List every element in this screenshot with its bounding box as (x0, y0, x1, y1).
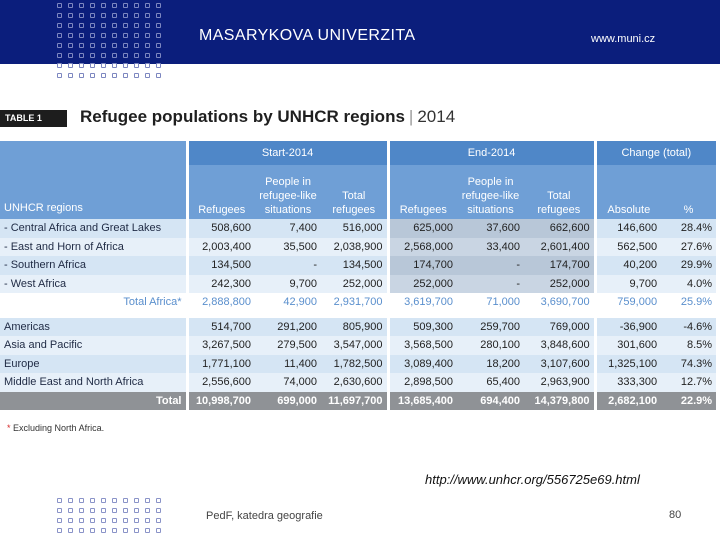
row-label: - East and Horn of Africa (0, 238, 187, 257)
col-header: People in refugee-like situations (255, 165, 321, 219)
decorative-dot-grid (57, 498, 167, 538)
table-cell: 14,379,800 (524, 392, 595, 411)
decorative-dot-grid (57, 3, 167, 83)
table-cell: 42,900 (255, 293, 321, 312)
table-cell: 252,000 (388, 275, 457, 294)
table-cell: 10,998,700 (187, 392, 255, 411)
dot (156, 23, 161, 28)
dot (123, 508, 128, 513)
table-cell: 174,700 (524, 256, 595, 275)
dot (145, 508, 150, 513)
table-cell: 516,000 (321, 219, 388, 238)
row-label: - Southern Africa (0, 256, 187, 275)
dot (79, 528, 84, 533)
table-cell: 280,100 (457, 336, 524, 355)
table-cell: 2,601,400 (524, 238, 595, 257)
footer-department: PedF, katedra geografie (206, 510, 323, 522)
dot (123, 43, 128, 48)
table-cell: 22.9% (661, 392, 716, 411)
dot (156, 518, 161, 523)
dot (68, 73, 73, 78)
dot (90, 528, 95, 533)
dot (68, 13, 73, 18)
dot (101, 73, 106, 78)
col-header: People in refugee-like situations (457, 165, 524, 219)
dot (145, 63, 150, 68)
dot (68, 518, 73, 523)
table-cell: 508,600 (187, 219, 255, 238)
dot (123, 53, 128, 58)
table-cell: 37,600 (457, 219, 524, 238)
dot (112, 498, 117, 503)
table-cell: 7,400 (255, 219, 321, 238)
table-cell: - (457, 275, 524, 294)
dot (57, 528, 62, 533)
table-body (0, 219, 716, 410)
dot (68, 508, 73, 513)
group-header-change: Change (total) (595, 141, 716, 165)
dot (134, 43, 139, 48)
dot (112, 13, 117, 18)
dot (90, 53, 95, 58)
table-cell: 3,547,000 (321, 336, 388, 355)
table-cell: 134,500 (187, 256, 255, 275)
group-header-start: Start-2014 (187, 141, 388, 165)
dot (156, 43, 161, 48)
dot (123, 33, 128, 38)
table-cell: 699,000 (255, 392, 321, 411)
dot (145, 528, 150, 533)
table-title-text: Refugee populations by UNHCR regions (80, 107, 405, 126)
table-cell: 2,898,500 (388, 373, 457, 392)
table-cell: 2,003,400 (187, 238, 255, 257)
table-cell: 2,568,000 (388, 238, 457, 257)
table-cell: 13,685,400 (388, 392, 457, 411)
dot (145, 53, 150, 58)
dot (156, 498, 161, 503)
table-cell: 3,089,400 (388, 355, 457, 374)
table-cell: 769,000 (524, 318, 595, 337)
dot (112, 63, 117, 68)
dot (134, 518, 139, 523)
dot (68, 53, 73, 58)
row-label: Middle East and North Africa (0, 373, 187, 392)
table-cell: -36,900 (595, 318, 661, 337)
dot (112, 33, 117, 38)
dot (101, 63, 106, 68)
row-label: - West Africa (0, 275, 187, 294)
group-header-end: End-2014 (388, 141, 595, 165)
table-cell: 18,200 (457, 355, 524, 374)
table-cell: 35,500 (255, 238, 321, 257)
dot (57, 3, 62, 8)
dot (123, 498, 128, 503)
dot (101, 3, 106, 8)
table-title-year: 2014 (417, 107, 456, 126)
table-cell: - (457, 256, 524, 275)
dot (68, 33, 73, 38)
dot (68, 23, 73, 28)
table-cell: 625,000 (388, 219, 457, 238)
dot (112, 73, 117, 78)
dot (57, 508, 62, 513)
table-tag: TABLE 1 (0, 110, 67, 127)
dot (112, 518, 117, 523)
dot (90, 3, 95, 8)
dot (134, 23, 139, 28)
dot (79, 508, 84, 513)
table-row (0, 355, 716, 374)
dot (123, 518, 128, 523)
dot (101, 498, 106, 503)
table-cell: 2,888,800 (187, 293, 255, 312)
dot (134, 53, 139, 58)
dot (156, 73, 161, 78)
table-cell: 279,500 (255, 336, 321, 355)
footnote (7, 423, 104, 433)
dot (90, 518, 95, 523)
table-cell: 2,038,900 (321, 238, 388, 257)
dot (112, 23, 117, 28)
footnote-mark: * (7, 423, 11, 433)
dot (145, 43, 150, 48)
table-cell: 3,267,500 (187, 336, 255, 355)
dot (156, 508, 161, 513)
dot (134, 3, 139, 8)
table-cell: 2,931,700 (321, 293, 388, 312)
table-cell: 174,700 (388, 256, 457, 275)
table-cell: 694,400 (457, 392, 524, 411)
dot (57, 23, 62, 28)
table-cell: 2,556,600 (187, 373, 255, 392)
table-cell: 291,200 (255, 318, 321, 337)
table-cell: 562,500 (595, 238, 661, 257)
dot (57, 518, 62, 523)
header-bar (0, 0, 720, 64)
dot (145, 498, 150, 503)
dot (79, 63, 84, 68)
table-cell: 25.9% (661, 293, 716, 312)
table-cell: 74,000 (255, 373, 321, 392)
table-cell: 9,700 (595, 275, 661, 294)
dot (90, 13, 95, 18)
dot (112, 53, 117, 58)
table-cell: 252,000 (321, 275, 388, 294)
table-figure (0, 107, 719, 440)
dot (90, 43, 95, 48)
dot (57, 63, 62, 68)
university-name: MASARYKOVA UNIVERZITA (199, 27, 416, 44)
table-cell: 146,600 (595, 219, 661, 238)
table-cell: 28.4% (661, 219, 716, 238)
dot (79, 23, 84, 28)
table-cell: 3,107,600 (524, 355, 595, 374)
table-cell: 33,400 (457, 238, 524, 257)
website-link[interactable]: www.muni.cz (591, 33, 656, 45)
dot (134, 13, 139, 18)
dot (57, 43, 62, 48)
dot (134, 73, 139, 78)
dot (145, 23, 150, 28)
col-header: Total refugees (524, 165, 595, 219)
table-cell: 3,619,700 (388, 293, 457, 312)
table-row (0, 373, 716, 392)
dot (57, 498, 62, 503)
title-separator: | (408, 107, 414, 126)
table-cell: 3,848,600 (524, 336, 595, 355)
table-row (0, 293, 716, 312)
table-cell: 301,600 (595, 336, 661, 355)
col-header: Refugees (187, 165, 255, 219)
table-cell: 252,000 (524, 275, 595, 294)
dot (57, 33, 62, 38)
dot (123, 23, 128, 28)
row-label: Europe (0, 355, 187, 374)
dot (101, 13, 106, 18)
refugee-table (0, 141, 716, 410)
dot (156, 13, 161, 18)
table-title (80, 107, 455, 127)
dot (156, 63, 161, 68)
table-cell: 11,697,700 (321, 392, 388, 411)
col-header-regions: UNHCR regions (0, 141, 187, 219)
table-cell: 11,400 (255, 355, 321, 374)
dot (79, 53, 84, 58)
table-cell: 805,900 (321, 318, 388, 337)
dot (134, 508, 139, 513)
dot (68, 528, 73, 533)
table-cell: 662,600 (524, 219, 595, 238)
dot (123, 63, 128, 68)
table-cell: 4.0% (661, 275, 716, 294)
dot (145, 33, 150, 38)
table-cell: 242,300 (187, 275, 255, 294)
dot (101, 43, 106, 48)
col-header: % (661, 165, 716, 219)
dot (145, 518, 150, 523)
dot (112, 528, 117, 533)
table-row (0, 256, 716, 275)
dot (90, 498, 95, 503)
dot (145, 13, 150, 18)
dot (90, 63, 95, 68)
table-row (0, 318, 716, 337)
table-cell: 2,963,900 (524, 373, 595, 392)
dot (156, 33, 161, 38)
dot (57, 73, 62, 78)
dot (79, 73, 84, 78)
col-header: Total refugees (321, 165, 388, 219)
dot (112, 3, 117, 8)
table-cell: -4.6% (661, 318, 716, 337)
table-cell: 1,782,500 (321, 355, 388, 374)
table-cell: 509,300 (388, 318, 457, 337)
dot (90, 23, 95, 28)
dot (79, 43, 84, 48)
table-cell: 8.5% (661, 336, 716, 355)
dot (90, 33, 95, 38)
col-header: Refugees (388, 165, 457, 219)
footnote-text: Excluding North Africa. (13, 423, 105, 433)
row-label: Asia and Pacific (0, 336, 187, 355)
dot (57, 53, 62, 58)
table-row (0, 336, 716, 355)
table-cell: 134,500 (321, 256, 388, 275)
table-cell: 759,000 (595, 293, 661, 312)
table-row (0, 238, 716, 257)
dot (156, 528, 161, 533)
dot (68, 3, 73, 8)
dot (101, 518, 106, 523)
table-cell: 1,325,100 (595, 355, 661, 374)
table-cell: 40,200 (595, 256, 661, 275)
dot (134, 528, 139, 533)
table-cell: 514,700 (187, 318, 255, 337)
table-row (0, 275, 716, 294)
table-cell: 9,700 (255, 275, 321, 294)
table-cell: 74.3% (661, 355, 716, 374)
dot (68, 498, 73, 503)
dot (112, 43, 117, 48)
dot (156, 3, 161, 8)
table-cell: 71,000 (457, 293, 524, 312)
table-cell: 333,300 (595, 373, 661, 392)
dot (101, 23, 106, 28)
table-row (0, 392, 716, 411)
table-cell: 29.9% (661, 256, 716, 275)
dot (123, 3, 128, 8)
col-header: Absolute (595, 165, 661, 219)
dot (90, 508, 95, 513)
dot (123, 13, 128, 18)
dot (101, 528, 106, 533)
table-cell: 259,700 (457, 318, 524, 337)
dot (68, 43, 73, 48)
dot (123, 528, 128, 533)
row-label: Total Africa* (0, 293, 187, 312)
dot (145, 3, 150, 8)
table-cell: 2,682,100 (595, 392, 661, 411)
dot (134, 63, 139, 68)
table-cell: - (255, 256, 321, 275)
dot (101, 33, 106, 38)
dot (90, 73, 95, 78)
page-number: 80 (669, 509, 682, 521)
dot (145, 73, 150, 78)
dot (101, 508, 106, 513)
dot (101, 53, 106, 58)
dot (79, 13, 84, 18)
dot (79, 3, 84, 8)
dot (156, 53, 161, 58)
row-label: Americas (0, 318, 187, 337)
dot (68, 63, 73, 68)
table-cell: 2,630,600 (321, 373, 388, 392)
row-label: - Central Africa and Great Lakes (0, 219, 187, 238)
dot (112, 508, 117, 513)
table-cell: 1,771,100 (187, 355, 255, 374)
source-url[interactable]: http://www.unhcr.org/556725e69.html (425, 472, 640, 487)
dot (134, 498, 139, 503)
table-row (0, 219, 716, 238)
dot (79, 498, 84, 503)
table-cell: 65,400 (457, 373, 524, 392)
dot (123, 73, 128, 78)
dot (57, 13, 62, 18)
dot (134, 33, 139, 38)
row-label: Total (0, 392, 187, 411)
table-cell: 12.7% (661, 373, 716, 392)
dot (79, 33, 84, 38)
table-cell: 3,568,500 (388, 336, 457, 355)
table-cell: 3,690,700 (524, 293, 595, 312)
table-cell: 27.6% (661, 238, 716, 257)
dot (79, 518, 84, 523)
